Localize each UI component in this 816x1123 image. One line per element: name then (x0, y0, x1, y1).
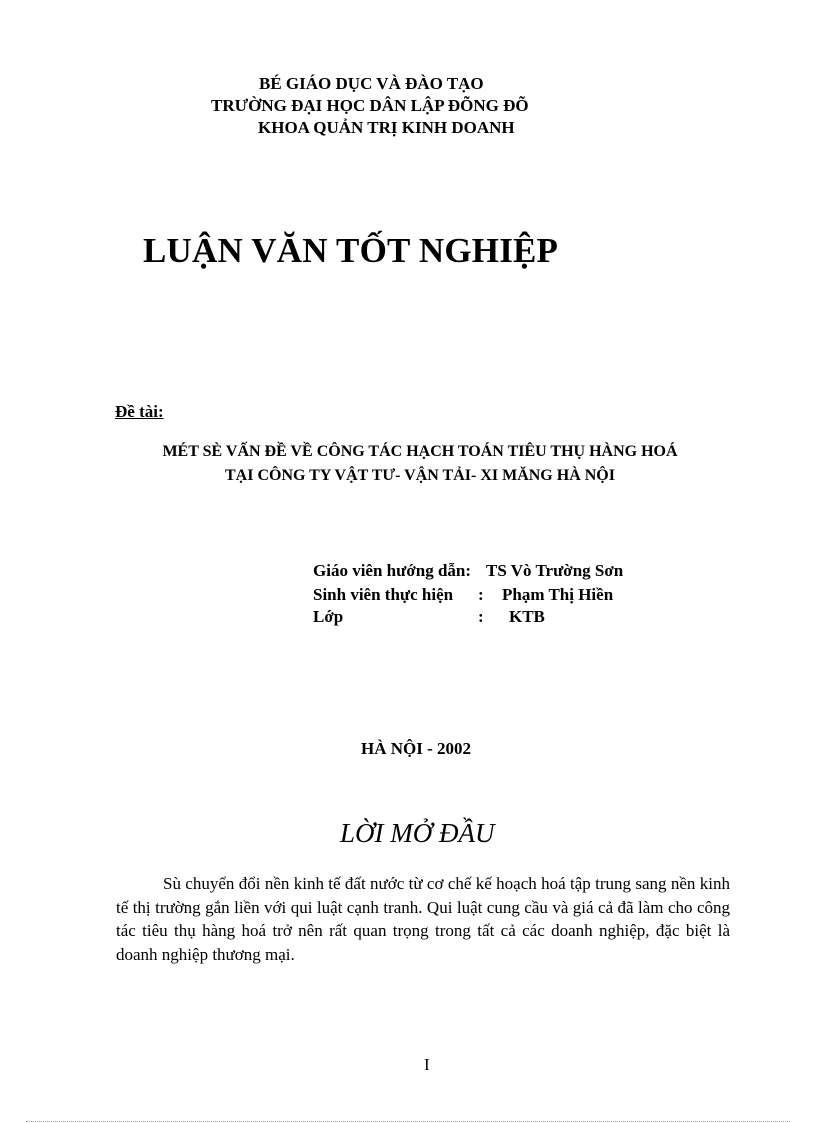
foreword-title: LỜI MỞ ĐẦU (340, 818, 495, 848)
university-heading: TRƯỜNG ĐẠI HỌC DÂN LẬP ĐÕNG ĐÕ (211, 96, 529, 115)
class-label: Lớp (313, 607, 344, 626)
topic-line-1: MÉT SÈ VẤN ĐỀ VỀ CÔNG TÁC HẠCH TOÁN TIÊU THỤ HÀNG HOÁ (162, 443, 678, 460)
place-year: HÀ NỘI - 2002 (361, 739, 472, 758)
student-separator: : (478, 585, 484, 604)
page-number: I (424, 1055, 430, 1074)
supervisor-value: TS Vò Trường Sơn (486, 561, 624, 580)
page-bottom-rule (26, 1121, 790, 1122)
student-label: Sinh viên thực hiện (313, 585, 454, 604)
class-value: KTB (509, 607, 545, 626)
thesis-title: LUẬN VĂN TỐT NGHIỆP (143, 231, 559, 270)
supervisor-label: Giáo viên hướng dẫn: (313, 561, 472, 580)
foreword-paragraph: Sù chuyển đổi nền kinh tế đất nước từ cơ chế kế hoạch hoá tập trung sang nền kinh tế thị trường gắn liền với qui luật cạnh tranh. Qui luật cung cầu và giá cả đã làm cho công tác tiêu thụ hàng hoá trở nên rất quan trọng trong tất cả các doanh nghiệp, đặc biệt là doanh nghiệp thương mại. (116, 874, 730, 964)
faculty-heading: KHOA QUẢN TRỊ KINH DOANH (258, 118, 515, 137)
ministry-heading: BÉ GIÁO DỤC VÀ ĐÀO TẠO (259, 74, 484, 93)
student-value: Phạm Thị Hiền (502, 585, 614, 604)
topic-label: Đề tài: (115, 402, 164, 421)
class-separator: : (478, 607, 484, 626)
topic-line-2: TẠI CÔNG TY VẬT TƯ- VẬN TẢI- XI MĂNG HÀ NỘI (225, 467, 615, 484)
